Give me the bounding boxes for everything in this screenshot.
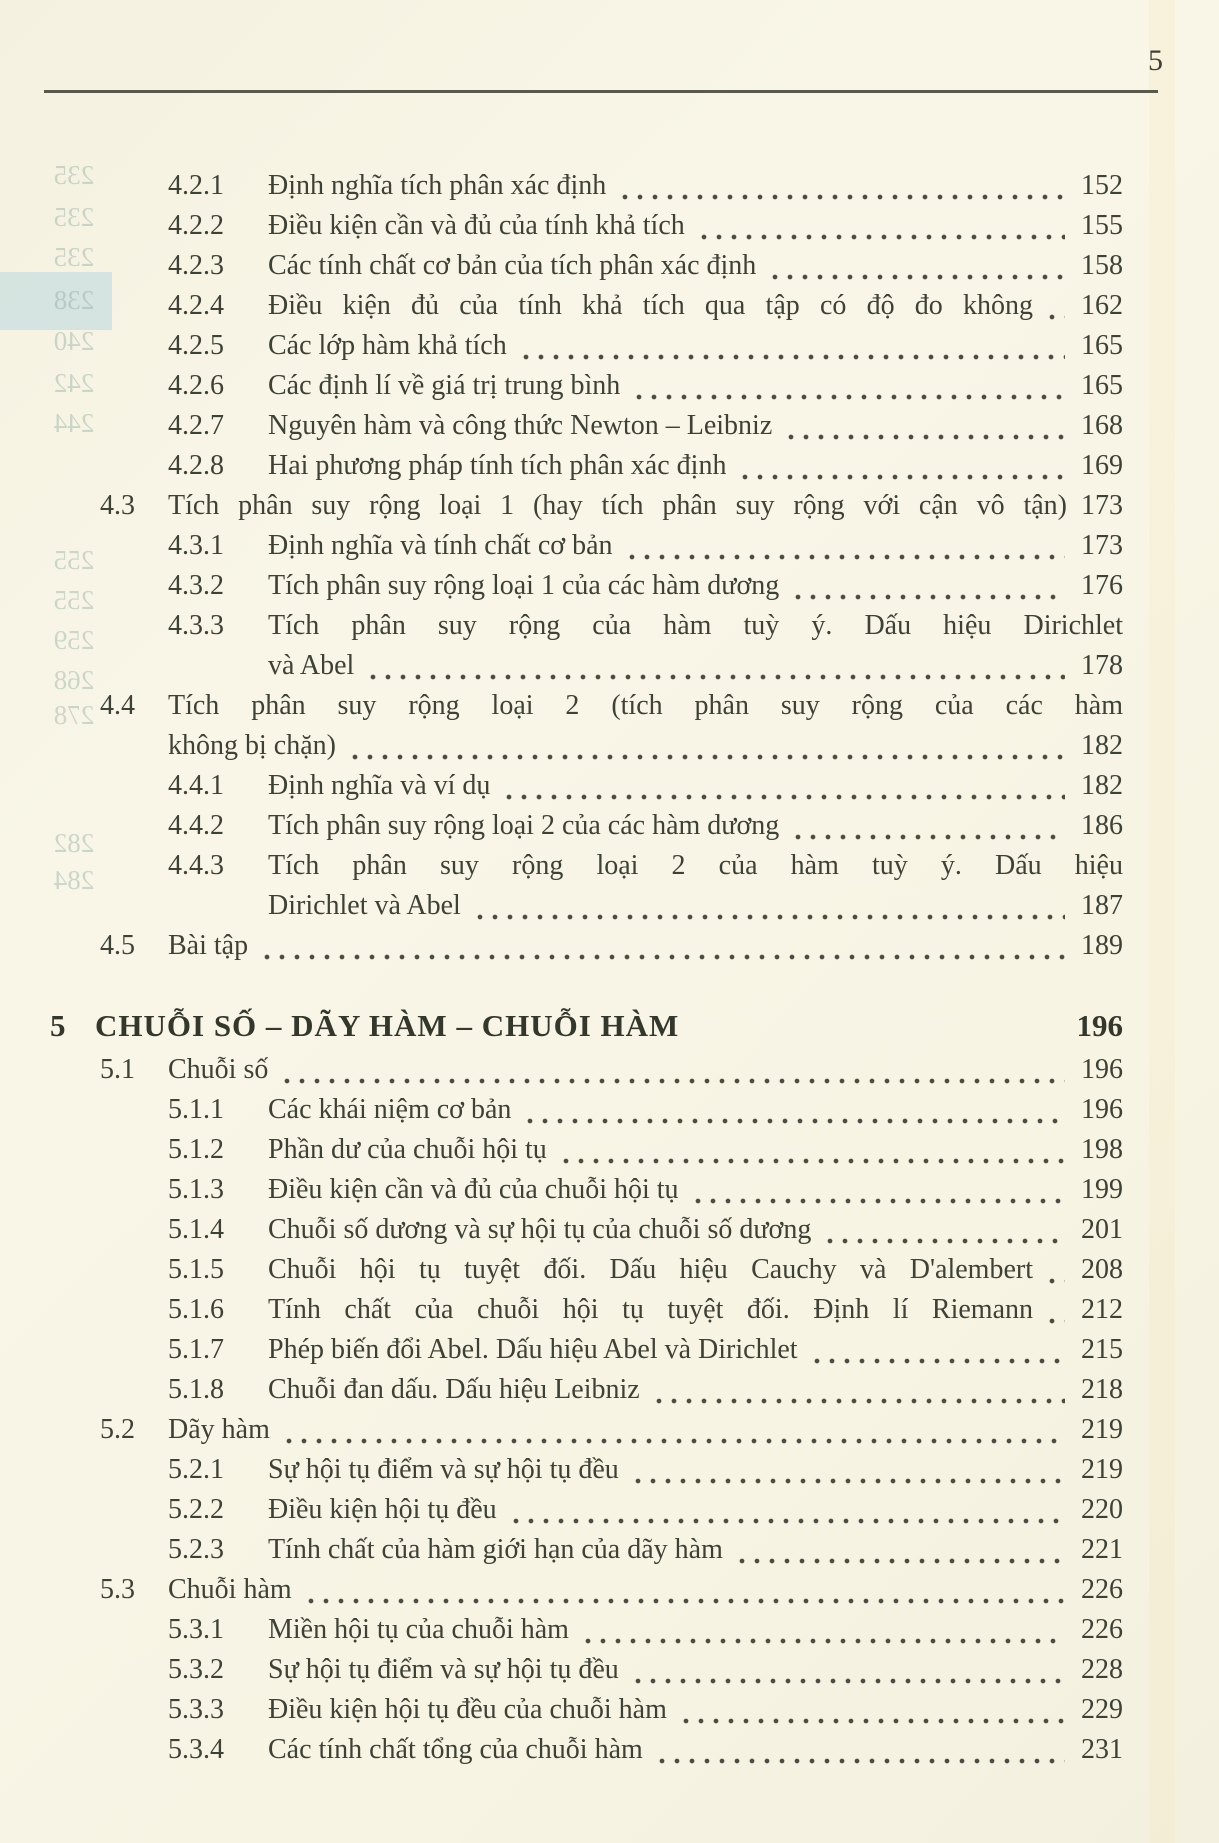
toc-entry-number: 4.4 xyxy=(100,690,135,721)
toc-entry-4.4 xyxy=(100,686,1123,726)
toc-entry-number: 5.1.3 xyxy=(168,1174,224,1205)
dot-leader xyxy=(784,406,1065,446)
dot-leader xyxy=(631,1450,1065,1490)
toc-entry-title: Dãy hàm xyxy=(168,1414,270,1445)
toc-entry-5.3 xyxy=(100,1570,1123,1610)
toc-entry-number: 5.3.3 xyxy=(168,1694,224,1725)
toc-entry-title: Sự hội tụ điểm và sự hội tụ đều xyxy=(268,1454,619,1485)
toc-entry-title: Định nghĩa và tính chất cơ bản xyxy=(268,530,613,561)
toc-entry-5.1 xyxy=(100,1050,1123,1090)
toc-entry-number: 4.4.1 xyxy=(168,770,224,801)
toc-entry-title: Nguyên hàm và công thức Newton – Leibniz xyxy=(268,410,773,441)
toc-entry-page: 228 xyxy=(1081,1654,1123,1685)
toc-entry-indent xyxy=(100,726,168,766)
toc-entry-title-continuation: và Abel xyxy=(268,650,355,681)
toc-entry-5.3.1 xyxy=(100,1610,1123,1650)
toc-entry-5.2.3 xyxy=(100,1530,1123,1570)
toc-entry-5.2.1 xyxy=(100,1450,1123,1490)
bleed-number: 240 xyxy=(53,326,95,356)
toc-entry-page: 196 xyxy=(1081,1054,1123,1085)
toc-entry-title: Chuỗi hội tụ tuyệt đối. Dấu hiệu Cauchy và D'alembert xyxy=(268,1254,1033,1285)
toc-entry-page: 229 xyxy=(1081,1694,1123,1725)
toc-entry-4.4.2 xyxy=(100,806,1123,846)
dot-leader xyxy=(519,326,1065,366)
toc-entry-page: 231 xyxy=(1081,1734,1123,1765)
bleed-number: 235 xyxy=(53,242,95,272)
toc-entry-4.2.7 xyxy=(100,406,1123,446)
toc-entry-page: 219 xyxy=(1081,1414,1123,1445)
toc-entry-number: 5.2.1 xyxy=(168,1454,224,1485)
toc-entry-page: 218 xyxy=(1081,1374,1123,1405)
toc-entry-title: Tính chất của hàm giới hạn của dãy hàm xyxy=(268,1534,723,1565)
toc-entry-5.1.7 xyxy=(100,1330,1123,1370)
toc-entry-4.4.1 xyxy=(100,766,1123,806)
toc-entry-title: Chuỗi số dương và sự hội tụ của chuỗi số dương xyxy=(268,1214,812,1245)
toc-entry-page: 201 xyxy=(1081,1214,1123,1245)
toc-entry-4.2.8 xyxy=(100,446,1123,486)
dot-leader xyxy=(652,1370,1065,1410)
toc-entry-page: 226 xyxy=(1081,1614,1123,1645)
dot-leader xyxy=(280,1050,1065,1090)
bleed-number: 278 xyxy=(53,700,95,730)
dot-leader xyxy=(366,646,1065,686)
dot-leader xyxy=(559,1130,1065,1170)
toc-entry-page: 208 xyxy=(1081,1254,1123,1285)
dot-leader xyxy=(1045,1250,1065,1290)
toc-entry-page: 158 xyxy=(1081,250,1123,281)
toc-entry-number: 5.3 xyxy=(100,1574,135,1605)
toc-entry-number: 4.2.2 xyxy=(168,210,224,241)
bleed-number: 284 xyxy=(53,865,95,895)
bleed-number: 242 xyxy=(53,368,95,398)
toc-entry-4.4-cont xyxy=(100,726,1123,766)
toc-entry-page: 187 xyxy=(1081,890,1123,921)
toc-entry-number: 4.2.6 xyxy=(168,370,224,401)
toc-chapter-page: 196 xyxy=(1076,1008,1123,1043)
toc-entry-page: 186 xyxy=(1081,810,1123,841)
toc-entry-page: 199 xyxy=(1081,1174,1123,1205)
toc-entry-title-continuation: Dirichlet và Abel xyxy=(268,890,461,921)
toc-entry-number: 4.3.3 xyxy=(168,610,224,641)
toc-entry-5.1.4 xyxy=(100,1210,1123,1250)
toc-entry-page: 226 xyxy=(1081,1574,1123,1605)
toc-entry-page: 173 xyxy=(1081,490,1123,521)
dot-leader xyxy=(632,366,1065,406)
toc-entry-4.2.5 xyxy=(100,326,1123,366)
toc-entry-number: 4.2.7 xyxy=(168,410,224,441)
toc-entry-title: Bài tập xyxy=(168,930,249,961)
toc-entry-4.2.1 xyxy=(100,166,1123,206)
toc-entry-5.2 xyxy=(100,1410,1123,1450)
toc-entry-page: 212 xyxy=(1081,1294,1123,1325)
toc-entry-page: 182 xyxy=(1081,770,1123,801)
toc-chapter-number: 5 xyxy=(50,1008,66,1043)
toc-entry-number: 5.3.4 xyxy=(168,1734,224,1765)
bleed-number: 282 xyxy=(53,828,95,858)
toc-entry-page: 152 xyxy=(1081,170,1123,201)
dot-leader xyxy=(768,246,1065,286)
header-rule xyxy=(44,90,1158,93)
dot-leader xyxy=(1045,1290,1065,1330)
toc-entry-4.2.3 xyxy=(100,246,1123,286)
toc-entry-title: Chuỗi hàm xyxy=(168,1574,292,1605)
toc-entry-page: 168 xyxy=(1081,410,1123,441)
toc-entry-indent xyxy=(100,886,268,926)
dot-leader xyxy=(631,1650,1065,1690)
dot-leader xyxy=(1045,286,1065,326)
dot-leader xyxy=(348,726,1065,766)
scan-streak xyxy=(1149,0,1175,1843)
toc-entry-5.1.1 xyxy=(100,1090,1123,1130)
toc-entry-title: Phần dư của chuỗi hội tụ xyxy=(268,1134,547,1165)
toc-entry-number: 4.3 xyxy=(100,490,135,521)
toc-entry-number: 5.1.4 xyxy=(168,1214,224,1245)
dot-leader xyxy=(260,926,1065,966)
dot-leader xyxy=(304,1570,1065,1610)
toc-entry-title: Hai phương pháp tính tích phân xác định xyxy=(268,450,727,481)
toc-entry-title: Các lớp hàm khả tích xyxy=(268,330,507,361)
dot-leader xyxy=(473,886,1065,926)
toc-entry-number: 5.1.8 xyxy=(168,1374,224,1405)
toc-entry-4.2.6 xyxy=(100,366,1123,406)
toc-entry-4.3.2 xyxy=(100,566,1123,606)
dot-leader xyxy=(738,446,1065,486)
toc-entry-number: 5.1.1 xyxy=(168,1094,224,1125)
toc-entry-page: 173 xyxy=(1081,530,1123,561)
toc-entry-4.3.3 xyxy=(100,606,1123,646)
bleed-number: 259 xyxy=(53,625,95,655)
toc-entry-5.1.3 xyxy=(100,1170,1123,1210)
bleed-number: 235 xyxy=(53,202,95,232)
toc-entry-number: 4.2.1 xyxy=(168,170,224,201)
toc-entry-4.4.3 xyxy=(100,846,1123,886)
toc-entry-5.1.6 xyxy=(100,1290,1123,1330)
toc-entry-indent xyxy=(100,646,268,686)
toc-chapter-title: CHUỖI SỐ – DÃY HÀM – CHUỖI HÀM xyxy=(95,1008,680,1043)
toc-entry-number: 4.4.2 xyxy=(168,810,224,841)
toc-entry-number: 5.3.2 xyxy=(168,1654,224,1685)
toc-entry-5.3.3 xyxy=(100,1690,1123,1730)
bleed-number: 238 xyxy=(53,285,95,315)
toc-entry-title: Các định lí về giá trị trung bình xyxy=(268,370,621,401)
dot-leader xyxy=(791,806,1065,846)
toc-entry-title: Chuỗi số xyxy=(168,1054,269,1085)
dot-leader xyxy=(502,766,1065,806)
toc-entry-5.2.2 xyxy=(100,1490,1123,1530)
dot-leader xyxy=(581,1610,1065,1650)
toc-entry-page: 178 xyxy=(1081,650,1123,681)
toc-entry-title: Tích phân suy rộng của hàm tuỳ ý. Dấu hiệu Dirichlet xyxy=(268,610,1123,641)
toc-entry-4.4.3-cont xyxy=(100,886,1123,926)
toc-entry-title: Tính chất của chuỗi hội tụ tuyệt đối. Định lí Riemann xyxy=(268,1294,1033,1325)
toc-entry-page: 155 xyxy=(1081,210,1123,241)
toc-entry-number: 4.3.2 xyxy=(168,570,224,601)
toc-chapter-5 xyxy=(50,1002,1123,1050)
page-number-header: 5 xyxy=(1148,44,1163,77)
dot-leader xyxy=(282,1410,1065,1450)
dot-leader xyxy=(735,1530,1065,1570)
toc-entry-number: 4.5 xyxy=(100,930,135,961)
dot-leader xyxy=(679,1690,1065,1730)
toc-entry-5.1.2 xyxy=(100,1130,1123,1170)
toc-entry-title: Điều kiện cần và đủ của tính khả tích xyxy=(268,210,685,241)
bleed-number: 255 xyxy=(53,545,95,575)
toc-entry-title: Các tính chất tổng của chuỗi hàm xyxy=(268,1734,643,1765)
dot-leader xyxy=(791,566,1065,606)
toc-entry-4.5 xyxy=(100,926,1123,966)
toc-entry-page: 182 xyxy=(1081,730,1123,761)
toc-entry-number: 5.2.3 xyxy=(168,1534,224,1565)
toc-entry-4.2.2 xyxy=(100,206,1123,246)
toc-entry-number: 4.2.5 xyxy=(168,330,224,361)
toc-entry-title: Tích phân suy rộng loại 2 (tích phân suy rộng của các hàm xyxy=(168,690,1123,721)
toc-entry-number: 4.2.4 xyxy=(168,290,224,321)
toc-entry-4.3 xyxy=(100,486,1123,526)
toc-entry-title: Sự hội tụ điểm và sự hội tụ đều xyxy=(268,1654,619,1685)
dot-leader xyxy=(823,1210,1065,1250)
toc-entry-title: Tích phân suy rộng loại 2 của các hàm dương xyxy=(268,810,780,841)
toc-entry-number: 5.1.2 xyxy=(168,1134,224,1165)
toc-entry-4.3.3-cont xyxy=(100,646,1123,686)
toc-entry-5.3.2 xyxy=(100,1650,1123,1690)
toc-entry-number: 4.2.8 xyxy=(168,450,224,481)
toc-entry-page: 189 xyxy=(1081,930,1123,961)
dot-leader xyxy=(523,1090,1065,1130)
toc-entry-title: Điều kiện đủ của tính khả tích qua tập có độ đo không xyxy=(268,290,1033,321)
toc-entry-5.3.4 xyxy=(100,1730,1123,1770)
toc-entry-page: 162 xyxy=(1081,290,1123,321)
toc-entry-page: 169 xyxy=(1081,450,1123,481)
toc-entry-5.1.8 xyxy=(100,1370,1123,1410)
toc-entry-title: Định nghĩa và ví dụ xyxy=(268,770,491,801)
toc-entry-page: 165 xyxy=(1081,330,1123,361)
toc-entry-title: Phép biến đổi Abel. Dấu hiệu Abel và Dirichlet xyxy=(268,1334,798,1365)
bleed-number: 244 xyxy=(53,408,95,438)
toc-entry-4.2.4 xyxy=(100,286,1123,326)
toc-entry-number: 4.4.3 xyxy=(168,850,224,881)
toc-entry-number: 4.2.3 xyxy=(168,250,224,281)
toc-entry-page: 196 xyxy=(1081,1094,1123,1125)
toc-entry-title: Điều kiện hội tụ đều xyxy=(268,1494,497,1525)
toc-entry-page: 176 xyxy=(1081,570,1123,601)
toc-entry-page: 220 xyxy=(1081,1494,1123,1525)
toc-entry-title: Chuỗi đan dấu. Dấu hiệu Leibniz xyxy=(268,1374,640,1405)
toc-entry-page: 165 xyxy=(1081,370,1123,401)
bleed-number: 268 xyxy=(53,665,95,695)
toc-entry-5.1.5 xyxy=(100,1250,1123,1290)
toc-entry-page: 215 xyxy=(1081,1334,1123,1365)
dot-leader xyxy=(618,166,1065,206)
dot-leader xyxy=(810,1330,1065,1370)
dot-leader xyxy=(509,1490,1065,1530)
toc-entry-title: Các khái niệm cơ bản xyxy=(268,1094,512,1125)
bleed-number: 235 xyxy=(53,160,95,190)
toc-entry-number: 5.1.6 xyxy=(168,1294,224,1325)
toc-entry-number: 4.3.1 xyxy=(168,530,224,561)
toc-entry-title: Miền hội tụ của chuỗi hàm xyxy=(268,1614,569,1645)
dot-leader xyxy=(697,206,1065,246)
toc-entry-number: 5.1.7 xyxy=(168,1334,224,1365)
dot-leader xyxy=(691,1170,1065,1210)
bleed-number: 255 xyxy=(53,585,95,615)
toc-entry-title: Tích phân suy rộng loại 1 (hay tích phân suy rộng với cận vô tận) xyxy=(168,490,1067,521)
toc-entry-title-continuation: không bị chặn) xyxy=(168,730,336,761)
toc-entry-4.3.1 xyxy=(100,526,1123,566)
toc-entry-title: Định nghĩa tích phân xác định xyxy=(268,170,607,201)
toc-entry-number: 5.3.1 xyxy=(168,1614,224,1645)
toc-entry-title: Điều kiện cần và đủ của chuỗi hội tụ xyxy=(268,1174,679,1205)
toc-entry-number: 5.2.2 xyxy=(168,1494,224,1525)
dot-leader xyxy=(625,526,1066,566)
toc-entry-title: Điều kiện hội tụ đều của chuỗi hàm xyxy=(268,1694,667,1725)
toc-entry-title: Tích phân suy rộng loại 2 của hàm tuỳ ý. Dấu hiệu xyxy=(268,850,1123,881)
toc-chapter-gap xyxy=(679,1002,1076,1050)
toc-entry-page: 198 xyxy=(1081,1134,1123,1165)
toc-entry-page: 221 xyxy=(1081,1534,1123,1565)
dot-leader xyxy=(655,1730,1065,1770)
toc-entry-title: Tích phân suy rộng loại 1 của các hàm dương xyxy=(268,570,780,601)
toc-entry-title: Các tính chất cơ bản của tích phân xác định xyxy=(268,250,757,281)
toc-entry-number: 5.1.5 xyxy=(168,1254,224,1285)
toc-entry-number: 5.1 xyxy=(100,1054,135,1085)
toc-entry-page: 219 xyxy=(1081,1454,1123,1485)
toc-entry-number: 5.2 xyxy=(100,1414,135,1445)
